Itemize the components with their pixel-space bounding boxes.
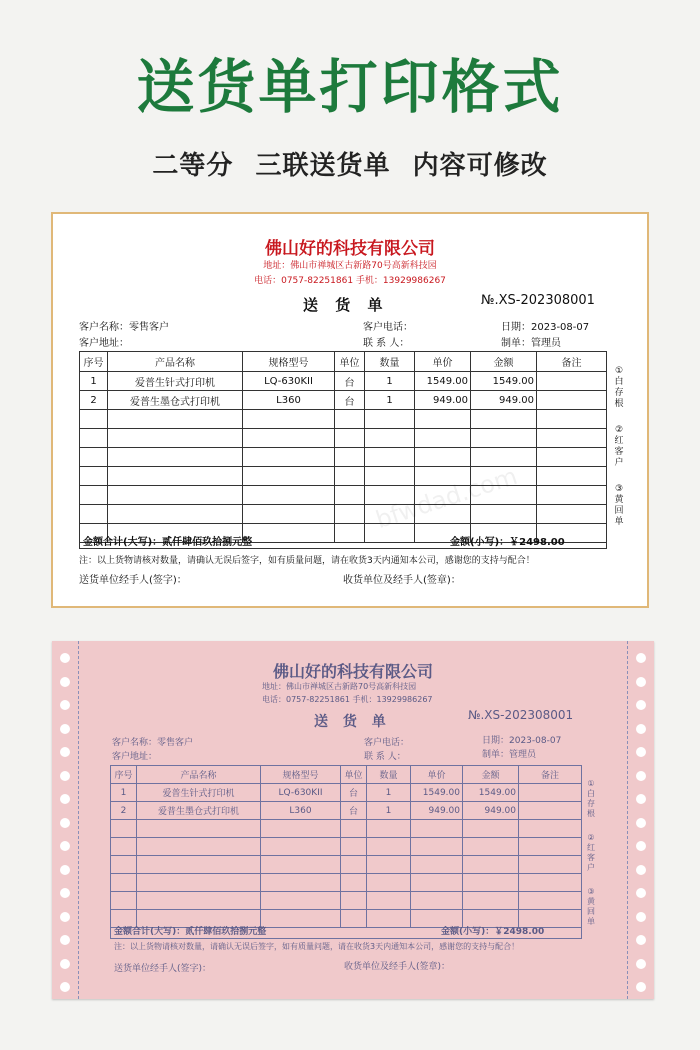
col-header: 备注 <box>519 766 582 784</box>
col-header: 金额 <box>463 766 519 784</box>
total-upper: 金额合计(大写)：贰仟肆佰玖拾捌元整 <box>83 537 253 548</box>
cell <box>519 784 582 802</box>
carbon-phone: 电话：0757-82251861 手机：13929986267 <box>262 695 433 704</box>
col-header: 数量 <box>367 766 411 784</box>
cell: 台 <box>341 784 367 802</box>
feed-hole <box>636 700 646 710</box>
table-row-empty <box>111 892 582 910</box>
feed-hole <box>636 747 646 757</box>
table-header-row <box>80 352 607 372</box>
col-header: 产品名称 <box>137 766 261 784</box>
total-lower: 金额(小写)：￥2498.00 <box>450 537 565 548</box>
subtitle-part-2: 三联送货单 <box>255 151 391 181</box>
cell <box>519 802 582 820</box>
carbon-total-upper: 金额合计(大写)：贰仟肆佰玖拾捌元整 <box>114 927 267 937</box>
cell: 1549.00 <box>471 372 537 391</box>
table-row-empty <box>80 429 607 448</box>
tractor-feed-strip-right <box>627 641 654 999</box>
col-header: 单价 <box>411 766 463 784</box>
form-title: 送 货 单 <box>303 296 389 314</box>
carbon-date: 日期：2023-08-07 <box>482 736 562 746</box>
feed-hole <box>60 912 70 922</box>
form-maker: 制单：管理员 <box>501 338 561 349</box>
feed-hole <box>60 747 70 757</box>
carbon-customer-phone: 客户电话： <box>364 738 410 748</box>
carbon-sender-signature: 送货单位经手人(签字)： <box>114 964 212 974</box>
table-row-empty <box>111 820 582 838</box>
copy-label: ③黄回单 <box>614 484 624 527</box>
table-row <box>111 784 582 802</box>
cell: 1 <box>367 802 411 820</box>
items-table <box>79 351 607 543</box>
delivery-form-carbon <box>52 641 654 999</box>
carbon-items-table <box>110 765 582 928</box>
cell: 爱普生针式打印机 <box>137 784 261 802</box>
table-row-empty <box>80 505 607 524</box>
feed-hole <box>60 771 70 781</box>
copy-label: ②红客户 <box>587 833 595 872</box>
feed-hole <box>60 724 70 734</box>
cell: 台 <box>341 802 367 820</box>
cell: 2 <box>80 391 108 410</box>
customer-phone: 客户电话： <box>363 322 413 333</box>
cell: 1 <box>365 391 415 410</box>
cell: 台 <box>335 391 365 410</box>
copy-label: ①白存根 <box>587 779 595 818</box>
carbon-copy-labels <box>584 779 598 941</box>
cell: 949.00 <box>411 802 463 820</box>
col-header: 数量 <box>365 352 415 372</box>
cell: 爱普生针式打印机 <box>108 372 243 391</box>
feed-hole <box>636 935 646 945</box>
carbon-address: 地址：佛山市禅城区古新路70号高新科技园 <box>262 682 417 691</box>
carbon-maker: 制单：管理员 <box>482 750 537 760</box>
feed-hole <box>636 841 646 851</box>
table-row-empty <box>111 874 582 892</box>
col-header: 金额 <box>471 352 537 372</box>
cell: 949.00 <box>463 802 519 820</box>
carbon-total-row <box>110 923 582 939</box>
form-date: 日期：2023-08-07 <box>501 322 590 333</box>
cell: LQ-630KII <box>243 372 335 391</box>
company-name: 佛山好的科技有限公司 <box>265 239 435 259</box>
feed-hole <box>60 959 70 969</box>
table-row-empty <box>111 838 582 856</box>
feed-hole <box>636 912 646 922</box>
feed-hole <box>636 865 646 875</box>
customer-name: 客户名称：零售客户 <box>79 322 169 333</box>
copy-label: ①白存根 <box>614 366 624 409</box>
feed-hole <box>60 794 70 804</box>
carbon-title: 送 货 单 <box>314 714 391 730</box>
cell: 1549.00 <box>415 372 471 391</box>
feed-hole <box>60 865 70 875</box>
cell <box>537 391 607 410</box>
cell: 1 <box>367 784 411 802</box>
cell: 爱普生墨仓式打印机 <box>108 391 243 410</box>
col-header: 备注 <box>537 352 607 372</box>
feed-hole <box>60 982 70 992</box>
receiver-signature: 收货单位及经手人(签章)： <box>343 575 461 586</box>
company-phone: 电话：0757-82251861 手机：13929986267 <box>254 276 446 286</box>
feed-hole <box>636 982 646 992</box>
carbon-note: 注：以上货物请核对数量，请确认无误后签字，如有质量问题，请在收货3天内通知本公司，感谢您的支持与配合！ <box>114 942 520 951</box>
carbon-company-name: 佛山好的科技有限公司 <box>272 662 433 681</box>
col-header: 单价 <box>415 352 471 372</box>
col-header: 单位 <box>341 766 367 784</box>
document-number: №.XS-202308001 <box>481 293 595 308</box>
subtitle-part-3: 内容可修改 <box>412 151 548 181</box>
carbon-total-lower: 金额(小写)：￥2498.00 <box>441 927 545 937</box>
cell: 台 <box>335 372 365 391</box>
page-headline: 送货单打印格式 <box>136 53 564 121</box>
customer-address: 客户地址： <box>79 338 129 349</box>
col-header: 单位 <box>335 352 365 372</box>
carbon-customer-address: 客户地址： <box>112 752 158 762</box>
feed-hole <box>60 888 70 898</box>
feed-hole <box>636 818 646 828</box>
cell: 1549.00 <box>411 784 463 802</box>
feed-hole <box>60 935 70 945</box>
watermark: bfwdad.com <box>372 461 521 535</box>
col-header: 产品名称 <box>108 352 243 372</box>
subtitle-part-1: 二等分 <box>152 151 234 181</box>
col-header: 序号 <box>80 352 108 372</box>
table-row-empty <box>80 467 607 486</box>
cell: 949.00 <box>415 391 471 410</box>
table-row-empty <box>80 448 607 467</box>
carbon-doc-number: №.XS-202308001 <box>468 708 574 722</box>
cell: 1549.00 <box>463 784 519 802</box>
table-row-empty <box>80 486 607 505</box>
feed-hole <box>60 700 70 710</box>
col-header: 序号 <box>111 766 137 784</box>
feed-hole <box>636 888 646 898</box>
carbon-contact: 联 系 人： <box>364 752 406 762</box>
copy-labels <box>611 366 627 543</box>
page-subheadline <box>0 145 700 182</box>
table-row <box>111 802 582 820</box>
feed-hole <box>636 959 646 969</box>
form-note: 注：以上货物请核对数量，请确认无误后签字，如有质量问题，请在收货3天内通知本公司，感谢您的支持与配合！ <box>79 556 535 566</box>
copy-label: ③黄回单 <box>587 887 595 926</box>
total-row <box>79 531 607 549</box>
cell <box>537 372 607 391</box>
table-row-empty <box>111 856 582 874</box>
copy-label: ②红客户 <box>614 425 624 468</box>
table-row-empty <box>80 410 607 429</box>
cell: L360 <box>261 802 341 820</box>
carbon-customer-name: 客户名称：零售客户 <box>112 738 194 748</box>
col-header: 规格型号 <box>243 352 335 372</box>
col-header: 规格型号 <box>261 766 341 784</box>
company-address: 地址：佛山市禅城区古新路70号高新科技园 <box>263 261 437 271</box>
tractor-feed-strip-left <box>52 641 79 999</box>
cell: 949.00 <box>471 391 537 410</box>
feed-hole <box>60 818 70 828</box>
cell: 1 <box>111 784 137 802</box>
feed-hole <box>636 794 646 804</box>
feed-hole <box>60 841 70 851</box>
feed-hole <box>636 724 646 734</box>
table-header-row <box>111 766 582 784</box>
cell: L360 <box>243 391 335 410</box>
table-row <box>80 391 607 410</box>
feed-hole <box>636 771 646 781</box>
cell: 爱普生墨仓式打印机 <box>137 802 261 820</box>
cell: 1 <box>80 372 108 391</box>
cell: 2 <box>111 802 137 820</box>
table-row <box>80 372 607 391</box>
cell: 1 <box>365 372 415 391</box>
contact-person: 联 系 人： <box>363 338 410 349</box>
cell: LQ-630KII <box>261 784 341 802</box>
delivery-form-white <box>51 212 649 608</box>
carbon-receiver-signature: 收货单位及经手人(签章)： <box>344 962 451 972</box>
sender-signature: 送货单位经手人(签字)： <box>79 575 187 586</box>
